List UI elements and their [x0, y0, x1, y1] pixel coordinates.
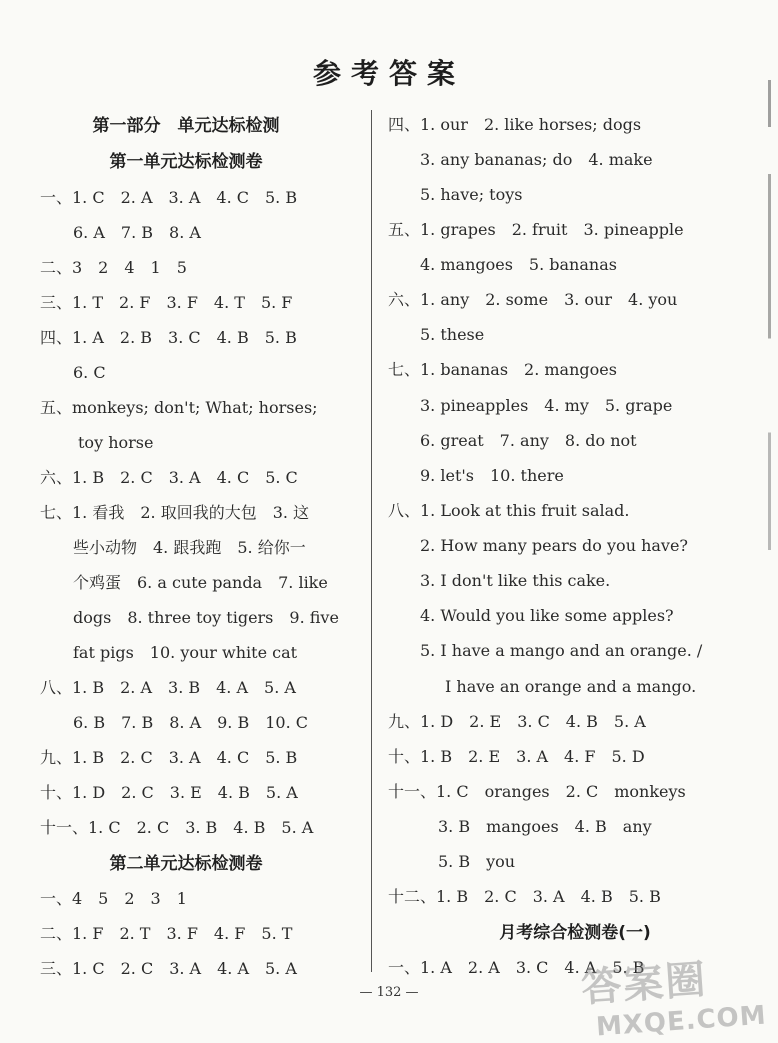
answer-line: 一、1. A 2. A 3. C 4. A 5. B: [388, 958, 645, 977]
answer-line: 一、4 5 2 3 1: [40, 889, 187, 908]
answer-line: 5. these: [420, 325, 485, 344]
answer-line: 八、1. B 2. A 3. B 4. A 5. A: [40, 678, 296, 697]
answer-line: 一、1. C 2. A 3. A 4. C 5. B: [40, 188, 298, 207]
watermark-text: 答案圈: [579, 956, 709, 1012]
monthly-heading: 月考综合检测卷(一): [499, 923, 651, 943]
answer-line: 六、1. any 2. some 3. our 4. you: [388, 290, 678, 309]
answer-line: 二、1. F 2. T 3. F 4. F 5. T: [40, 924, 293, 943]
scan-edge-mark: [768, 80, 771, 550]
answer-line: 三、1. T 2. F 3. F 4. T 5. F: [40, 293, 293, 312]
page-number: — 132 —: [359, 985, 419, 1000]
answer-line: dogs 8. three toy tigers 9. five: [73, 608, 339, 627]
answer-line: 6. great 7. any 8. do not: [420, 431, 637, 450]
answer-line: 个鸡蛋 6. a cute panda 7. like: [73, 573, 328, 592]
answer-line: 3. pineapples 4. my 5. grape: [420, 396, 673, 415]
answer-line: 九、1. B 2. C 3. A 4. C 5. B: [40, 748, 298, 767]
answer-line: 十一、1. C 2. C 3. B 4. B 5. A: [40, 818, 314, 837]
answer-line: 5. have; toys: [420, 185, 523, 204]
page-title: 参考答案: [312, 57, 465, 90]
answer-line: 四、1. A 2. B 3. C 4. B 5. B: [40, 328, 297, 347]
answer-line: 九、1. D 2. E 3. C 4. B 5. A: [388, 712, 646, 731]
answer-line: 五、monkeys; don't; What; horses;: [40, 398, 318, 417]
answer-line: 二、3 2 4 1 5: [40, 258, 187, 277]
watermark-logo: [579, 944, 767, 1043]
answer-line: toy horse: [78, 433, 154, 452]
answer-line: 6. C: [73, 363, 106, 382]
answer-line: 2. How many pears do you have?: [420, 536, 689, 555]
answer-line: 3. any bananas; do 4. make: [420, 150, 653, 169]
watermark-url: MXQE.COM: [595, 1000, 768, 1043]
answer-line: 9. let's 10. there: [420, 466, 564, 485]
unit2-heading: 第二单元达标检测卷: [109, 854, 263, 874]
answer-line: 十一、1. C oranges 2. C monkeys: [388, 782, 686, 801]
answer-line: 十、1. D 2. C 3. E 4. B 5. A: [40, 783, 298, 802]
answer-line: 八、1. Look at this fruit salad.: [388, 501, 630, 520]
answer-line: 4. Would you like some apples?: [420, 606, 674, 625]
answer-line: 七、1. 看我 2. 取回我的大包 3. 这: [40, 503, 310, 522]
answer-line: 6. B 7. B 8. A 9. B 10. C: [73, 713, 309, 732]
answer-line: 五、1. grapes 2. fruit 3. pineapple: [388, 220, 684, 239]
answer-line: 十、1. B 2. E 3. A 4. F 5. D: [388, 747, 645, 766]
answer-line: fat pigs 10. your white cat: [73, 643, 298, 662]
answer-line: 七、1. bananas 2. mangoes: [388, 360, 617, 379]
answer-line: I have an orange and a mango.: [445, 677, 697, 696]
answer-line: 些小动物 4. 跟我跑 5. 给你一: [73, 538, 306, 557]
answer-line: 4. mangoes 5. bananas: [420, 255, 617, 274]
answer-line: 5. B you: [438, 852, 516, 871]
answer-line: 6. A 7. B 8. A: [73, 223, 201, 242]
answer-line: 十二、1. B 2. C 3. A 4. B 5. B: [388, 887, 661, 906]
column-divider: [371, 110, 372, 972]
answer-line: 三、1. C 2. C 3. A 4. A 5. A: [40, 959, 297, 978]
part-heading: 第一部分 单元达标检测: [92, 116, 280, 136]
answer-line: 四、1. our 2. like horses; dogs: [388, 115, 642, 134]
unit1-heading: 第一单元达标检测卷: [109, 152, 263, 172]
answer-line: 3. I don't like this cake.: [420, 571, 611, 590]
answer-line: 5. I have a mango and an orange. /: [420, 641, 703, 660]
answer-line: 六、1. B 2. C 3. A 4. C 5. C: [40, 468, 298, 487]
answer-line: 3. B mangoes 4. B any: [438, 817, 652, 836]
